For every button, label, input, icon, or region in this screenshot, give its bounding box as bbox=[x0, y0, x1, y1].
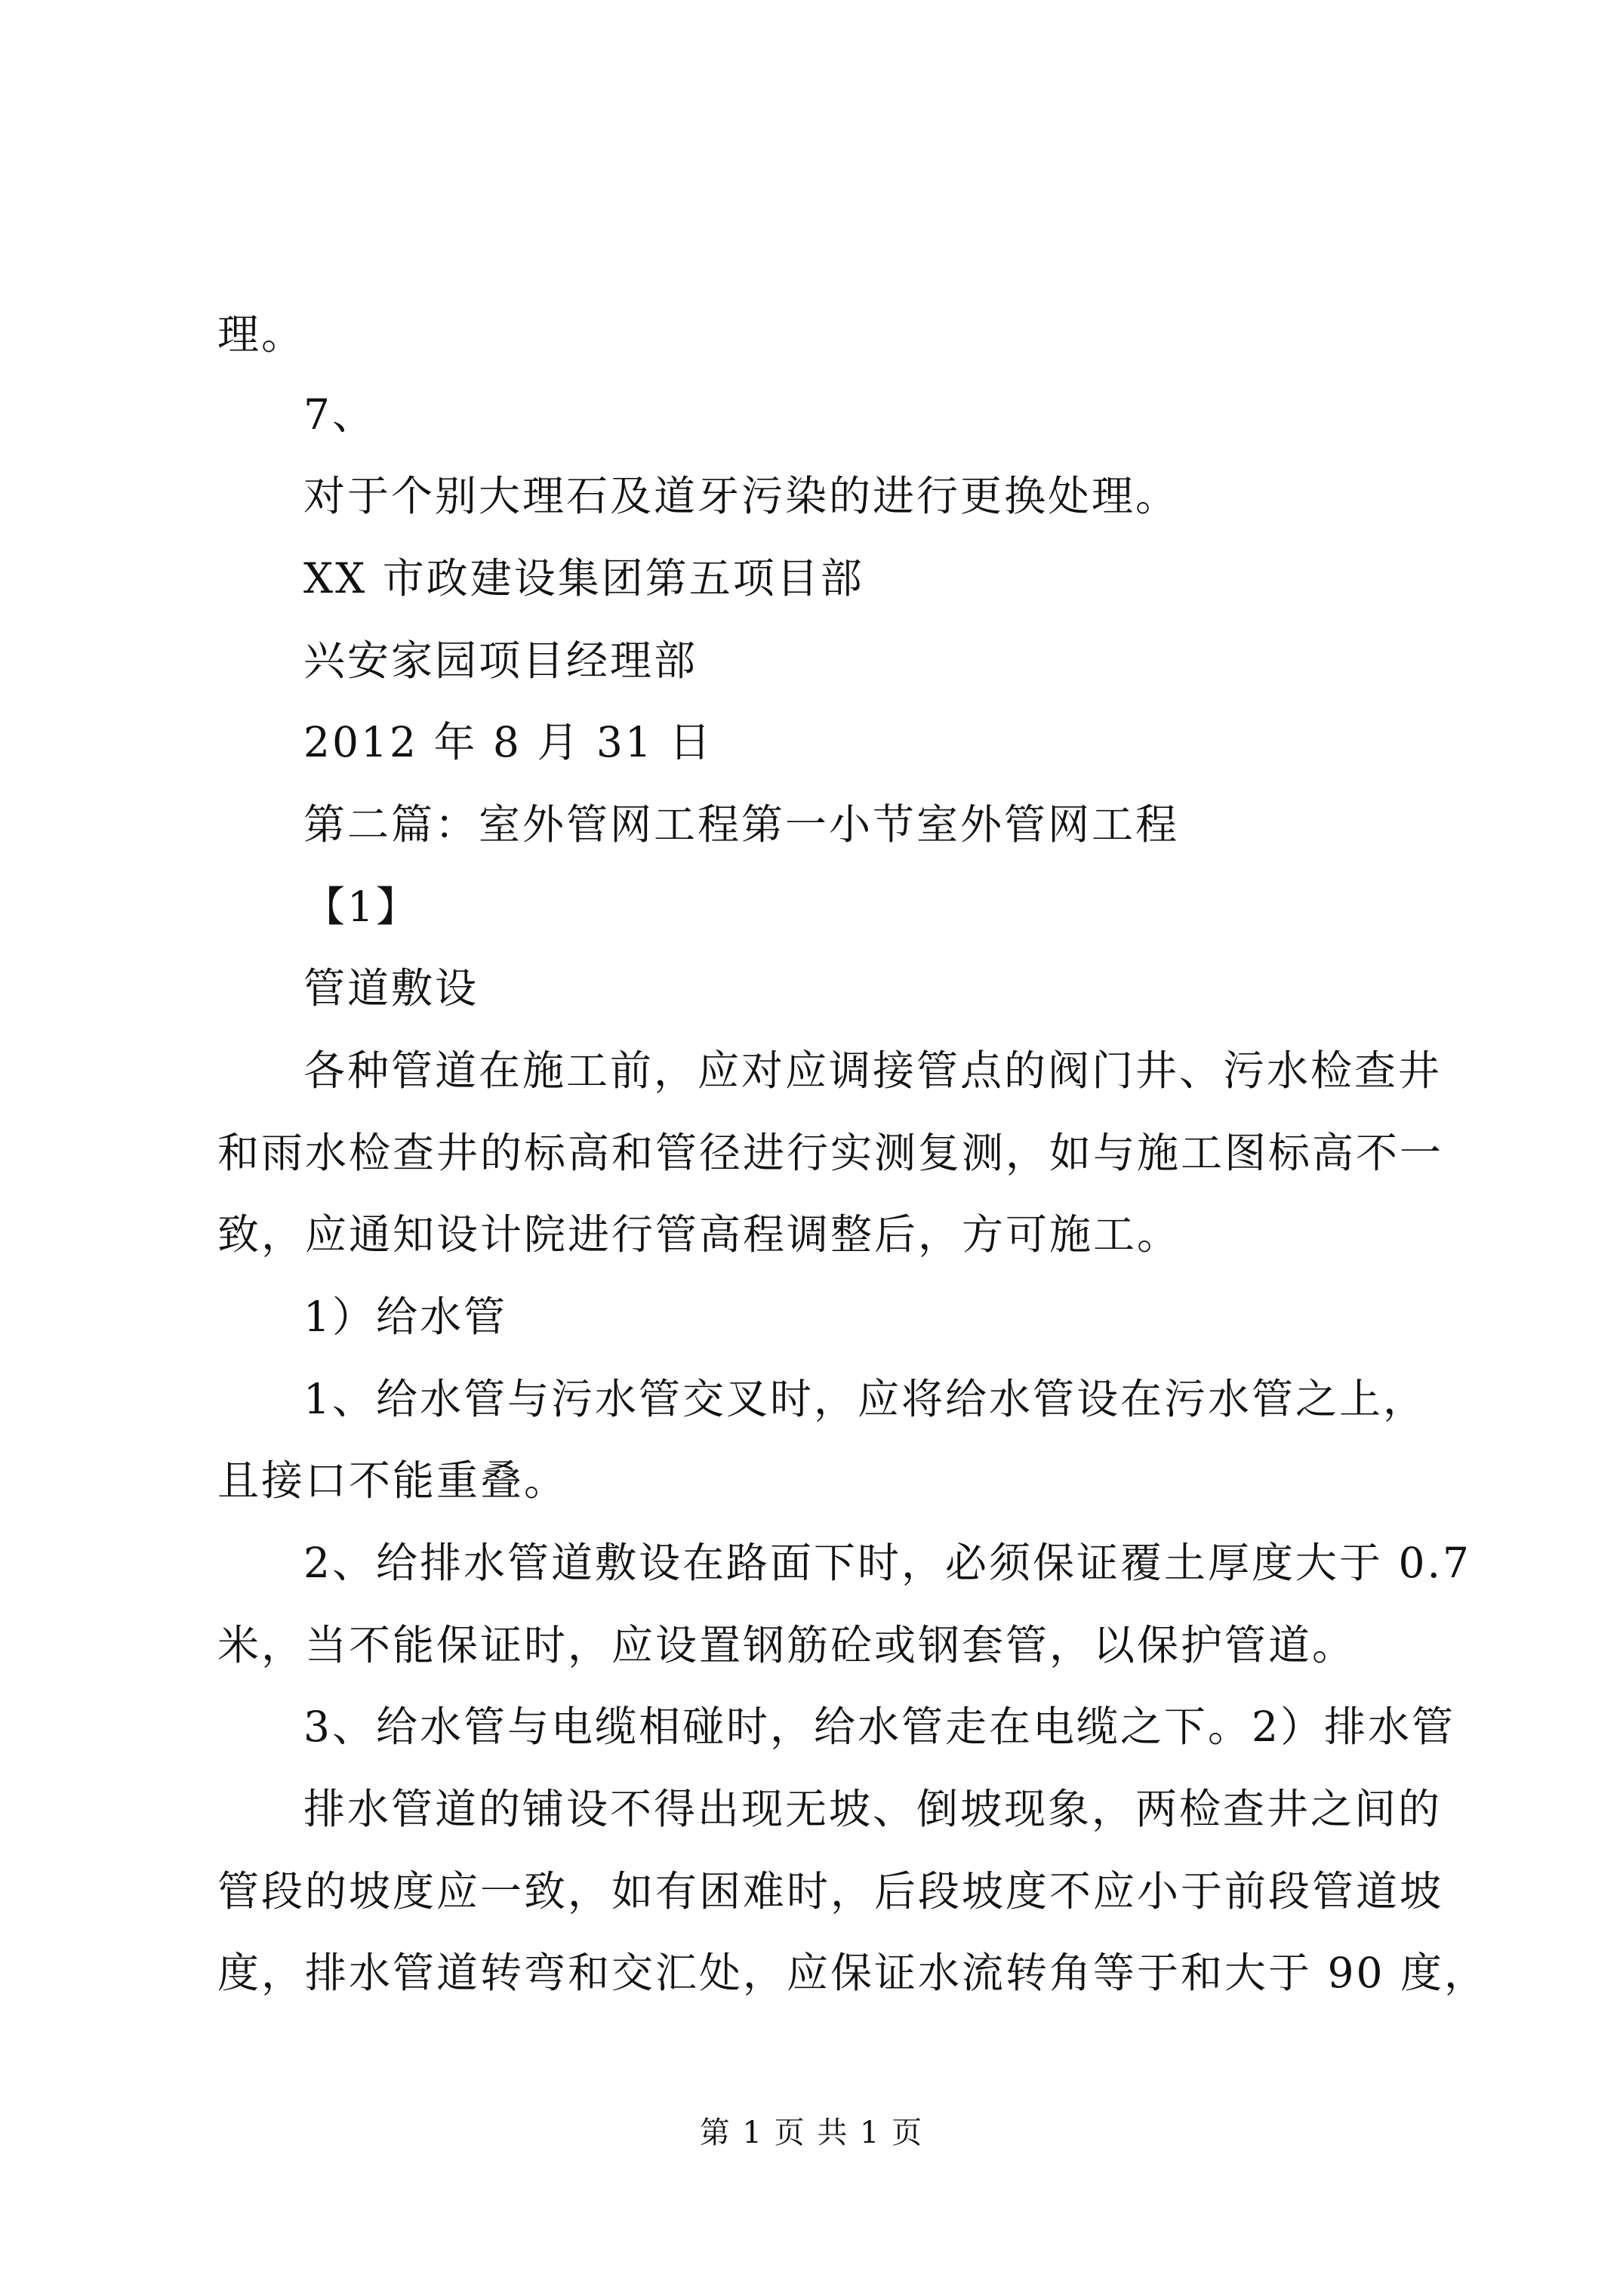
paragraph-line: 2、给排水管道敷设在路面下时，必须保证覆土厚度大于 0.7 bbox=[303, 1539, 1471, 1587]
paragraph-line: 理。 bbox=[217, 310, 306, 359]
paragraph-line: 各种管道在施工前，应对应调接管点的阀门井、污水检查井 bbox=[303, 1046, 1443, 1095]
organization-name: XX 市政建设集团第五项目部 bbox=[303, 554, 864, 603]
paragraph-line: 对于个别大理石及道牙污染的进行更换处理。 bbox=[303, 472, 1180, 520]
document-date: 2012 年 8 月 31 日 bbox=[303, 718, 713, 766]
paragraph-line: 排水管道的铺设不得出现无坡、倒坡现象，两检查井之间的 bbox=[303, 1785, 1443, 1833]
list-number: 7、 bbox=[303, 390, 376, 439]
item-heading: 1）给水管 bbox=[303, 1293, 507, 1341]
section-number: 【1】 bbox=[303, 883, 420, 931]
page-footer: 第 1 页 共 1 页 bbox=[699, 2116, 924, 2150]
section-heading: 第二篇：室外管网工程第一小节室外管网工程 bbox=[303, 800, 1180, 849]
paragraph-line: 米，当不能保证时，应设置钢筋砼或钢套管，以保护管道。 bbox=[217, 1621, 1357, 1669]
department-name: 兴安家园项目经理部 bbox=[303, 636, 698, 685]
paragraph-line: 且接口不能重叠。 bbox=[217, 1456, 568, 1505]
paragraph-line: 3、给水管与电缆相碰时，给水管走在电缆之下。2）排水管 bbox=[303, 1703, 1455, 1751]
paragraph-line: 管段的坡度应一致，如有困难时，后段坡度不应小于前段管道坡 bbox=[217, 1867, 1444, 1915]
paragraph-line: 1、给水管与污水管交叉时，应将给水管设在污水管之上， bbox=[303, 1375, 1427, 1423]
paragraph-line: 度，排水管道转弯和交汇处，应保证水流转角等于和大于 90 度， bbox=[217, 1949, 1488, 1997]
subsection-heading: 管道敷设 bbox=[303, 964, 479, 1012]
paragraph-line: 和雨水检查井的标高和管径进行实测复测，如与施工图标高不一 bbox=[217, 1129, 1444, 1177]
paragraph-line: 致，应通知设计院进行管高程调整后，方可施工。 bbox=[217, 1210, 1181, 1259]
